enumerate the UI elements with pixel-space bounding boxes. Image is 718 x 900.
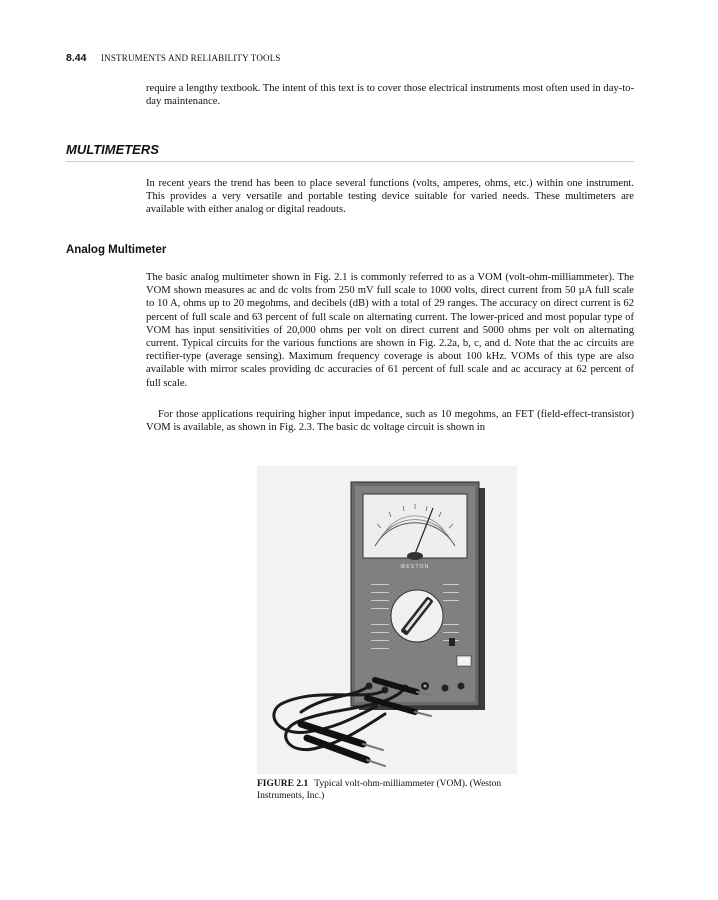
running-title: INSTRUMENTS AND RELIABILITY TOOLS [100,53,281,63]
section-paragraph: In recent years the trend has been to place several functions (volts, amperes, ohms, etc.) within one instrument. This provides a very versatile and portable testing device suitable for varied needs. These multimeters are available with either analog or digital readouts. [146,178,634,216]
figure-caption [257,778,537,802]
subsection-heading: Analog Multimeter [66,244,167,256]
figure-image [257,466,517,774]
running-header [66,52,281,64]
meter-brand: WESTON [400,564,430,570]
intro-paragraph: require a lengthy textbook. The intent of this text is to cover those electrical instruments most often used in day-to-day maintenance. [146,83,634,108]
vom-illustration [257,466,517,774]
figure-label: FIGURE 2.1 [257,779,309,789]
section-heading: MULTIMETERS [66,142,634,162]
subsection-paragraph-1: The basic analog multimeter shown in Fig. 2.1 is commonly referred to as a VOM (volt-ohm-milliammeter). The VOM shown measures ac and dc volts from 250 mV full scale to 1000 volts, direct current from 50 µA full scale to 10 A, ohms up to 20 megohms, and decibels (dB) with a total of 29 ranges. The accuracy on direct current is 62 percent of full scale and 63 percent of full scale on alternating current. The lower-priced and most popular type of VOM has input sensitivities of 20,000 ohms per volt on direct current and 5000 ohms per volt on alternating current. Typical circuits for the various functions are shown in Fig. 2.2a, b, c, and d. Note that the ac circuits are rectifier-type (average sensing). Maximum frequency coverage is about 100 kHz. VOMs of this type are also available with mirror scales providing dc accuracies of 61 percent of full scale and ac accuracy at 62 percent of full scale. [146,272,634,389]
subsection-paragraph-2: For those applications requiring higher input impedance, such as 10 megohms, an FET (field-effect-transistor) VOM is available, as shown in Fig. 2.3. The basic dc voltage circuit is shown in [146,409,634,434]
page-number: 8.44 [66,52,87,64]
figure-caption-text: Typical volt-ohm-milliammeter (VOM). (Weston Instruments, Inc.) [257,779,502,801]
